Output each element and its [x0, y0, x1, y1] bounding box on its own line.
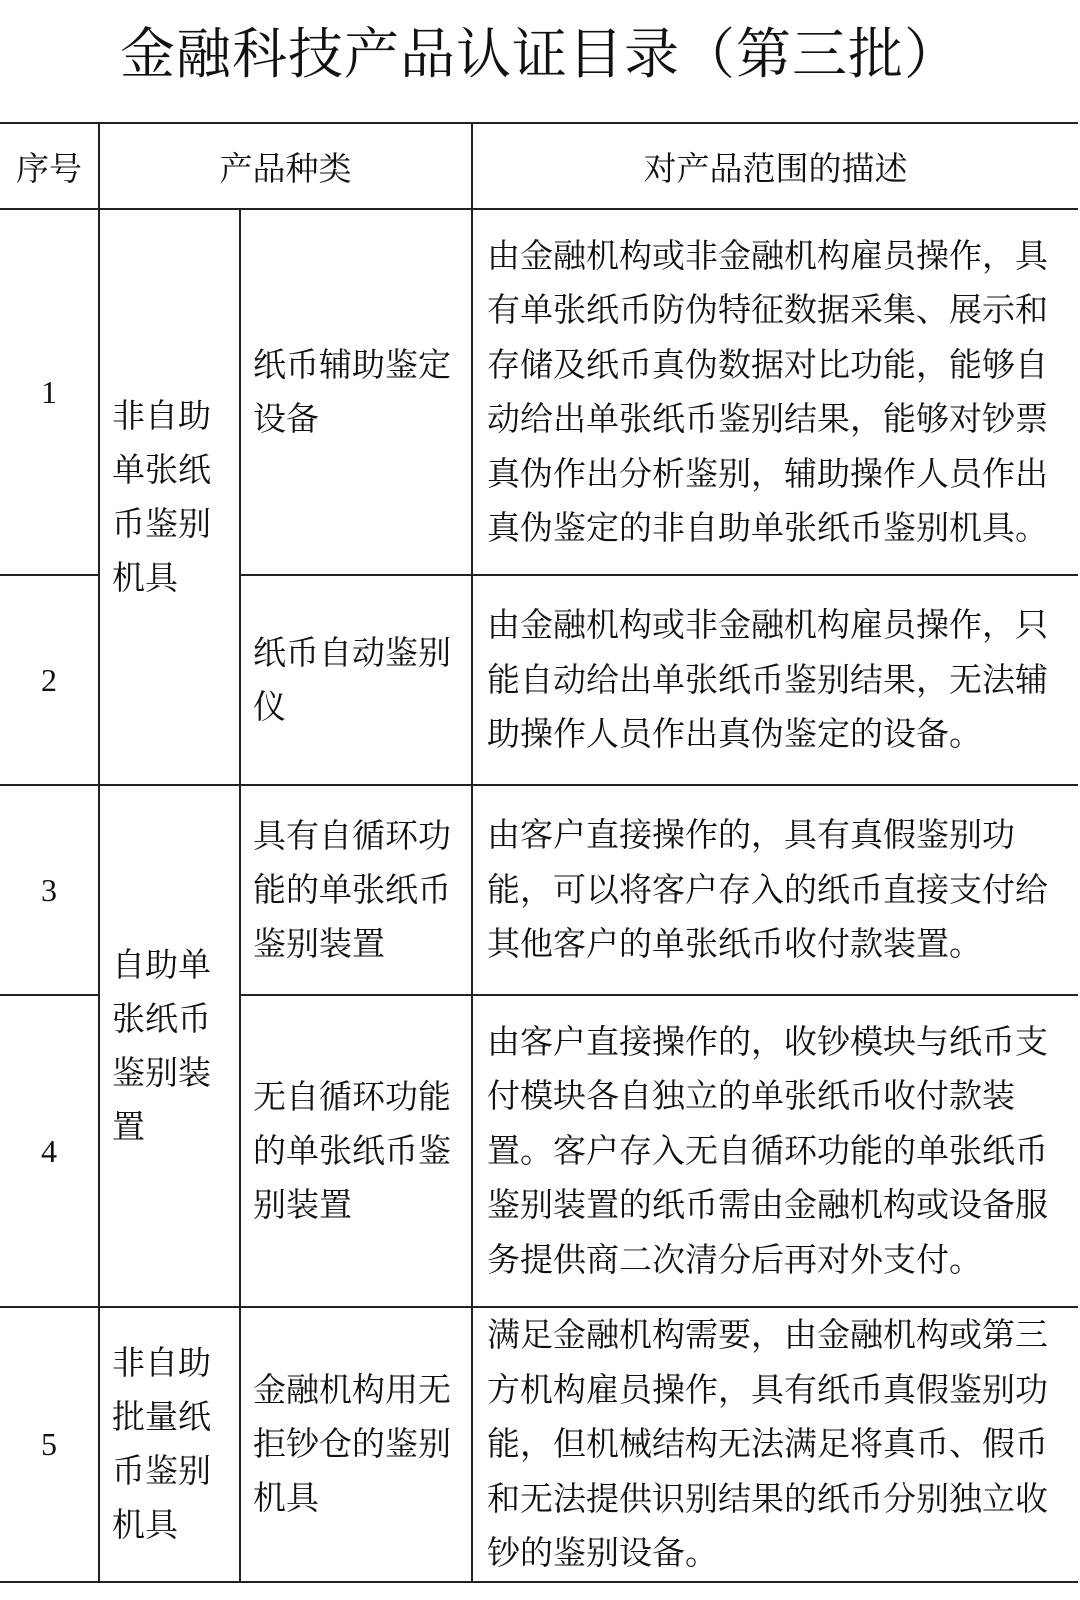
subcategory-cell: 金融机构用无拒钞仓的鉴别机具 — [240, 1307, 472, 1582]
document-title: 金融科技产品认证目录（第三批） — [119, 22, 960, 86]
subcategory-cell: 无自循环功能的单张纸币鉴别装置 — [240, 995, 472, 1307]
category-cell: 非自助单张纸币鉴别机具 — [99, 209, 240, 785]
description-cell: 由客户直接操作的，具有真假鉴别功能，可以将客户存入的纸币直接支付给其他客户的单张纸币收付款装置。 — [472, 785, 1078, 995]
description-cell: 由客户直接操作的，收钞模块与纸币支付模块各自独立的单张纸币收付款装置。客户存入无自循环功能的单张纸币鉴别装置的纸币需由金融机构或设备服务提供商二次清分后再对外支付。 — [472, 995, 1078, 1307]
header-description: 对产品范围的描述 — [472, 123, 1078, 209]
description-cell: 满足金融机构需要，由金融机构或第三方机构雇员操作，具有纸币真假鉴别功能，但机械结构无法满足将真币、假币和无法提供识别结果的纸币分别独立收钞的鉴别设备。 — [472, 1307, 1078, 1582]
row-seq: 5 — [0, 1307, 99, 1582]
table-header-row — [0, 123, 1078, 209]
table-row — [0, 1307, 1078, 1582]
subcategory-cell: 纸币辅助鉴定设备 — [240, 209, 472, 575]
row-seq: 3 — [0, 785, 99, 995]
row-seq: 2 — [0, 575, 99, 785]
header-seq: 序号 — [0, 123, 99, 209]
row-seq: 4 — [0, 995, 99, 1307]
table-row — [0, 209, 1078, 575]
category-cell: 自助单张纸币鉴别装置 — [99, 785, 240, 1307]
row-seq: 1 — [0, 209, 99, 575]
product-catalog-table — [0, 122, 1078, 1583]
subcategory-cell: 具有自循环功能的单张纸币鉴别装置 — [240, 785, 472, 995]
description-cell: 由金融机构或非金融机构雇员操作，只能自动给出单张纸币鉴别结果，无法辅助操作人员作出真伪鉴定的设备。 — [472, 575, 1078, 785]
subcategory-cell: 纸币自动鉴别仪 — [240, 575, 472, 785]
header-category: 产品种类 — [99, 123, 472, 209]
category-cell: 非自助批量纸币鉴别机具 — [99, 1307, 240, 1582]
table-row — [0, 785, 1078, 995]
description-cell: 由金融机构或非金融机构雇员操作，具有单张纸币防伪特征数据采集、展示和存储及纸币真伪数据对比功能，能够自动给出单张纸币鉴别结果，能够对钞票真伪作出分析鉴别，辅助操作人员作出真伪鉴定的非自助单张纸币鉴别机具。 — [472, 209, 1078, 575]
